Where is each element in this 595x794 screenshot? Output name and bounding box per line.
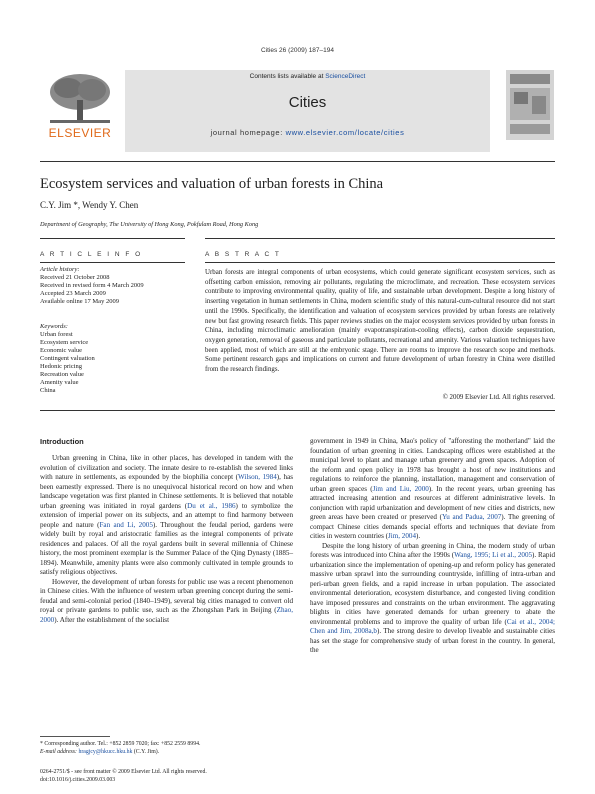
abstract-copyright: © 2009 Elsevier Ltd. All rights reserved. — [442, 394, 555, 401]
keyword: Recreation value — [40, 371, 84, 378]
author-affiliation: Department of Geography, The University of Hong Kong, Pokfulam Road, Hong Kong — [40, 221, 259, 228]
keyword: Ecosystem service — [40, 339, 89, 346]
intro-paragraph: government in 1949 in China, Mao's policy of "afforesting the motherland" laid the foundation of urban greening in cities. Landscaping offices were established at the municipal level to plant and manage urban greenery and green spaces. Adoption of the reform and open policy in 1978 has brought a host of new institutions and regulations to reinforce the planning, installation, management and conservation of urban green spaces (Jim and Liu, 2000). In the recent years, urban greening has attracted increasing attention and resources at different administrative levels. In conjunction with rapid urbanization and development of new cities and districts, new green areas have been created or preserved (Yu and Padua, 2007). The greening of compact Chinese cities demands special efforts and techniques that deviate from cities in western countries (Jim, 2004). — [310, 437, 555, 540]
corresponding-author-note: * Corresponding author. Tel.: +852 2859 7020; fax: +852 2559 8994. — [40, 741, 201, 747]
contents-availability — [125, 73, 490, 80]
keyword: China — [40, 387, 56, 394]
citation-link[interactable]: Du et al., 1986 — [187, 501, 236, 510]
issn-doi-block — [40, 768, 207, 784]
citation-link[interactable]: Fan and Li, 2005 — [99, 520, 153, 529]
abstract-heading: A B S T R A C T — [205, 251, 281, 258]
keywords-list — [40, 323, 185, 395]
email-link[interactable]: hragjcy@hkucc.hku.hk — [78, 749, 133, 755]
keywords-label: Keywords: — [40, 323, 68, 330]
article-authors: C.Y. Jim *, Wendy Y. Chen — [40, 200, 139, 210]
intro-paragraph: Despite the long history of urban greening in China, the modern study of urban forests was introduced into China after the 1990s (Wang, 1995; Li et al., 2005). Rapid urbanization since the implementation of opening-up and reform policy has generated massive urban sprawl into the surrounding countryside, infilling of intra-urban and peri-urban green fields, and a rapid increase in urban population. The associated environmental deterioration, ecosystem disturbance, and congested living condition have imposed pressures and constraints on the urban environment. The aggravating blights in cities have generated demands for urban greenery to abate the environmental problems and to improve the quality of urban life (Cai et al., 2004; Chen and Jim, 2008a,b). The strong desire to develop liveable and sustainable cities has set the stage for comprehensive study of urban forest in the country. In general, the — [310, 541, 556, 654]
header-rule — [40, 161, 555, 162]
right-column-body — [310, 437, 555, 656]
history-item: Available online 17 May 2009 — [40, 298, 119, 305]
journal-title: Cities — [288, 94, 327, 111]
keyword: Hedonic pricing — [40, 363, 83, 370]
homepage-link[interactable]: www.elsevier.com/locate/cities — [285, 128, 405, 137]
citation-link[interactable]: Wang, 1995; Li et al., 2005 — [454, 551, 533, 559]
journal-homepage — [125, 128, 490, 137]
info-rule-top — [40, 238, 185, 239]
keyword: Contingent valuation — [40, 355, 95, 362]
article-history — [40, 266, 185, 306]
intro-paragraph: Urban greening in China, like in other places, has developed in tandem with the evolution of civilization and society. The innate desire to re-establish the severed links with nature in settlements, as expounded by the biophilia concept (Wilson, 1984), has been earnestly expressed. There is no unequivocal historical record on how and when landscape vegetation was first planted in Chinese settlements. It is believed that notable urban greening was initiated in royal gardens (Du et al., 1986) to symbolize the extension of imperial power on its subjects, and an attempt to find harmony between people and nature (Fan and Li, 2005). Throughout the feudal period, gardens were widely built by royal and aristocratic families as the integral components of private residences and palaces. Of all the royal gardens built in several millennia of Chinese history, the most prominent exemplar is the Summer Palace of the Qing Dynasty (1885–1894). Meanwhile, amenity plants were also commonly cultivated in temple grounds to satisfy religious objectives. — [40, 454, 293, 576]
keyword: Economic value — [40, 347, 83, 354]
citation-link[interactable]: Yu and Padua, 2007 — [441, 513, 502, 521]
intro-paragraph: However, the development of urban forests for public use was a recent phenomenon in Chinese cities. With the influence of western urban greening concept during the semi-feudal and semi-colonial period (1840–1949), several big cities managed to convert old royal or private gardens to public use, such as the Zhongshan Park in Beijing (Zhao, 2000). After the establishment of the socialist — [40, 577, 293, 624]
email-line: E-mail address: hragjcy@hkucc.hku.hk (C.Y. Jim). — [40, 749, 160, 755]
history-item: Received in revised form 4 March 2009 — [40, 282, 144, 289]
issn-line: 0264-2751/$ - see front matter © 2009 Elsevier Ltd. All rights reserved. — [40, 769, 207, 775]
article-title: Ecosystem services and valuation of urban forests in China — [40, 176, 384, 192]
citation-link[interactable]: Wilson, 1984 — [238, 473, 277, 481]
citation-link[interactable]: Jim and Liu, 2000 — [372, 484, 429, 493]
citation-link[interactable]: Zhao, 2000 — [40, 606, 293, 624]
keyword: Urban forest — [40, 331, 73, 338]
left-column-body — [40, 454, 293, 625]
elsevier-logo-text: ELSEVIER — [48, 126, 112, 140]
abstract-rule-top — [205, 238, 555, 239]
abstract-rule-bottom — [40, 410, 555, 411]
citation-link[interactable]: Cai et al., 2004; Chen and Jim, 2008a,b — [310, 617, 555, 635]
keyword: Amenity value — [40, 379, 79, 386]
history-item: Accepted 23 March 2009 — [40, 290, 106, 297]
citation-link[interactable]: Jim, 2004 — [388, 532, 416, 540]
doi-line[interactable]: doi:10.1016/j.cities.2009.03.003 — [40, 777, 116, 783]
footnote — [40, 740, 293, 756]
abstract-text: Urban forests are integral components of urban ecosystems, which could generate significant ecosystem services, such as offsetting carbon emission, removing air pollutants, regulating the microclimate, and recreation. These ecosystem services contribute to improving environmental quality, quality of life, and sustainable urban development. Despite a long history of inserting vegetation in human settlements in China, modern scientific study of this natural-cum-cultural resource did not start until the 1990s. Specifically, the identification and valuation of ecosystem services provided by urban forests are relatively new but fast growing research fields. This paper reviews studies on the major ecosystem services provided by urban forests in China, including microclimatic amelioration (mainly evapotranspiration-cooling effects), carbon dioxide sequestration, oxygen generation, removal of gaseous and particulate pollutants, recreational and amenity. Various valuation techniques have been applied, most of which are still at the embryonic stage. There are rooms to improve the research scope and methods. Some pertinent research gaps and implications on current and future development of urban forestry in China were distilled from the research findings. — [205, 269, 555, 374]
journal-header-box — [125, 70, 490, 152]
info-rule-mid — [40, 262, 185, 263]
article-info-heading: A R T I C L E I N F O — [40, 251, 143, 258]
journal-cover-thumbnail — [506, 70, 554, 140]
homepage-prefix: journal homepage: — [210, 128, 283, 137]
footnote-rule — [40, 736, 110, 737]
history-item: Received 21 October 2008 — [40, 274, 110, 281]
introduction-heading: Introduction — [40, 437, 84, 446]
sciencedirect-link[interactable]: ScienceDirect — [325, 73, 366, 80]
history-label: Article history: — [40, 266, 80, 273]
contents-prefix: Contents lists available at — [249, 73, 324, 80]
journal-reference: Cities 26 (2009) 187–194 — [261, 47, 334, 54]
abstract-rule-mid — [205, 262, 555, 263]
